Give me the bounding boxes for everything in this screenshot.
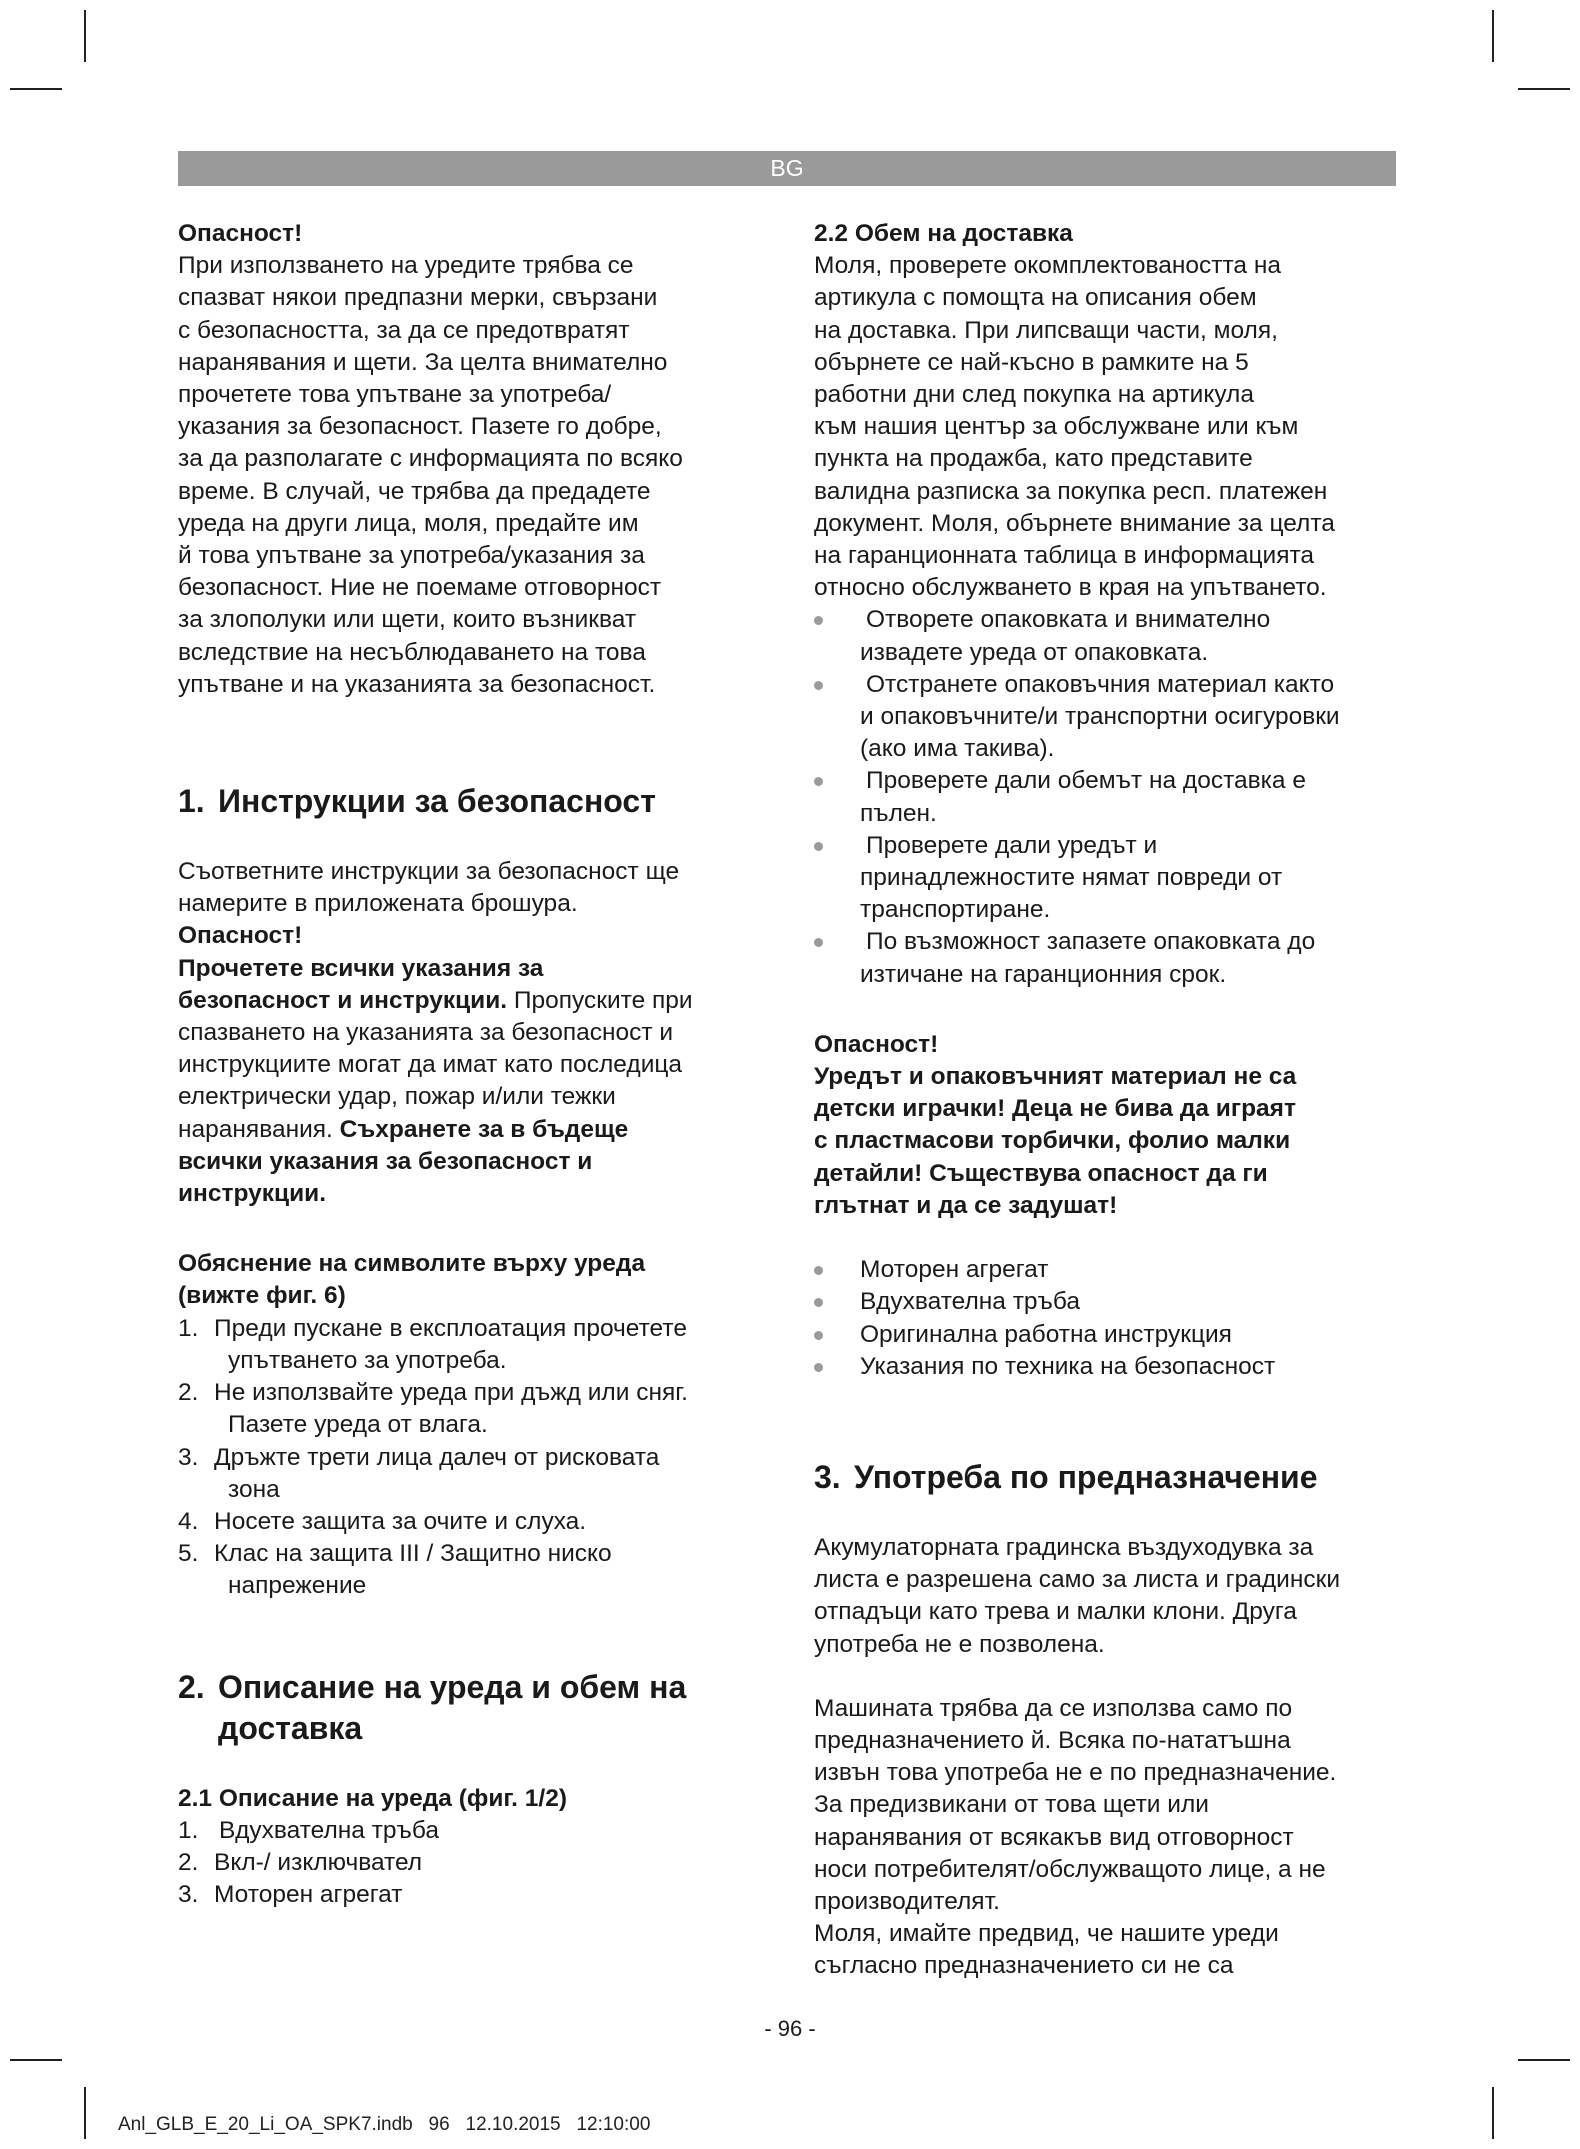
text-line: детайли! Съществува опасност да ги — [814, 1159, 1268, 1187]
item-number: 3. — [178, 1881, 199, 1909]
heading-line: доставка — [218, 1709, 363, 1746]
text-line: с пластмасови торбички, фолио малки — [814, 1127, 1291, 1155]
item-number: 1. — [178, 1816, 199, 1844]
unpacking-steps-list — [814, 604, 1394, 990]
list-item — [814, 830, 1394, 927]
text-line: За предизвикани от това щети или — [814, 1791, 1209, 1819]
crop-mark — [84, 10, 86, 62]
list-item — [814, 926, 1394, 990]
bold-text: Съхранете за в бъдеще — [339, 1115, 629, 1143]
text-line: упътването за употреба. — [228, 1346, 507, 1374]
text-line: изтичане на гаранционния срок. — [860, 960, 1227, 988]
text-line: наранявания и щети. За целта внимателно — [178, 348, 668, 376]
text-line: Дръжте трети лица далеч от рисковата — [214, 1443, 660, 1471]
text-line: инструкции. — [178, 1180, 327, 1208]
danger-title: Опасност! — [814, 1030, 939, 1058]
crop-mark — [1492, 10, 1494, 62]
section-title: Инструкции за безопасност — [218, 783, 656, 820]
list-item — [814, 604, 1394, 668]
text-line: пълен. — [860, 799, 937, 827]
text-line: Уредът и опаковъчният материал не са — [814, 1063, 1297, 1091]
item-number: 1. — [178, 1314, 199, 1342]
bold-text: безопасност и инструкции. — [178, 986, 508, 1014]
crop-mark — [1492, 2087, 1494, 2139]
text-line: Машината трябва да се използва само по — [814, 1694, 1293, 1722]
text-line: глътнат и да се задушат! — [814, 1191, 1118, 1219]
text-line: напрежение — [228, 1572, 367, 1600]
crop-mark — [10, 2059, 62, 2061]
text-line: Носете защита за очите и слуха. — [214, 1507, 587, 1535]
list-item — [814, 669, 1394, 766]
text-line: относно обслужването в края на упътването. — [814, 574, 1327, 602]
plain-text: наранявания. — [178, 1115, 340, 1143]
print-file-info: Anl_GLB_E_20_Li_OA_SPK7.indb 96 12.10.2015 12:10:00 — [118, 2114, 651, 2135]
list-item — [178, 1442, 758, 1506]
text-line: валидна разписка за покупка респ. платежен — [814, 477, 1328, 505]
list-item — [178, 1506, 758, 1538]
text-line: указания за безопасност. Пазете го добре, — [178, 413, 662, 441]
page-number: - 96 - — [764, 2016, 816, 2041]
text-line: детски играчки! Деца не бива да играят — [814, 1095, 1296, 1123]
section-title: Описание на уреда и обем на — [218, 1668, 687, 1705]
section-2-heading — [178, 1667, 758, 1749]
text-line: спазването на указанията за безопасност и — [178, 1019, 674, 1047]
item-text: Моторен агрегат — [214, 1881, 403, 1909]
bullet-icon — [814, 681, 823, 690]
left-column — [178, 218, 758, 1911]
text-line: на гаранционната таблица в информацията — [814, 542, 1315, 570]
danger-title: Опасност! — [178, 922, 303, 950]
danger-title: Опасност! — [178, 220, 303, 247]
list-item — [814, 1286, 1394, 1318]
list-item — [178, 1538, 758, 1602]
text-line: на доставка. При липсващи части, моля, — [814, 316, 1278, 344]
crop-mark — [10, 88, 62, 90]
text-line: извадете уреда от опаковката. — [860, 638, 1209, 666]
text-line: всички указания за безопасност и — [178, 1147, 593, 1175]
text-line: документ. Моля, обърнете внимание за целта — [814, 509, 1335, 537]
list-item — [178, 1879, 758, 1911]
list-item — [814, 765, 1394, 829]
text-line — [178, 985, 758, 1017]
delivery-contents-list — [814, 1254, 1394, 1383]
section-1-heading — [178, 781, 758, 822]
text-line: Моля, проверете окомплектоваността на — [814, 252, 1282, 280]
text-line: за да разполагате с информацията по всяко — [178, 445, 683, 473]
list-item — [178, 1377, 758, 1441]
text-line: Преди пускане в експлоатация прочетете — [214, 1314, 687, 1342]
text-line: При използването на уредите трябва се — [178, 252, 634, 280]
item-text: Оригинална работна инструкция — [860, 1320, 1232, 1348]
crop-mark — [84, 2087, 86, 2139]
text-line: прочетете това упътване за употреба/ — [178, 381, 612, 409]
symbols-list — [178, 1313, 758, 1603]
item-text: Вкл-/ изключвател — [214, 1848, 423, 1876]
bullet-icon — [814, 938, 823, 947]
plain-text: Пропуските при — [507, 986, 693, 1014]
text-line: Моля, имайте предвид, че нашите уреди — [814, 1920, 1279, 1948]
language-code: BG — [770, 155, 804, 181]
crop-mark — [1518, 2059, 1570, 2061]
section-number: 1. — [178, 783, 205, 820]
text-line: предназначението й. Всяка по-нататъшна — [814, 1726, 1291, 1754]
item-text: Вдухвателна тръба — [860, 1288, 1080, 1316]
text-line: отпадъци като трева и малки клони. Друга — [814, 1598, 1297, 1626]
language-header-bar — [178, 151, 1396, 186]
text-line: наранявания от всякакъв вид отговорност — [814, 1823, 1294, 1851]
text-line: упътване и на указанията за безопасност. — [178, 670, 656, 698]
text-line: Прочетете всички указания за — [178, 954, 544, 982]
text-line: носи потребителят/обслужващото лице, а не — [814, 1855, 1326, 1883]
text-line: Отстранете опаковъчния материал както — [866, 670, 1335, 698]
text-line: производителят. — [814, 1887, 1000, 1915]
symbols-title: Обяснение на символите върху уреда — [178, 1250, 646, 1278]
text-line: й това упътване за употреба/указания за — [178, 542, 645, 570]
text-line: за злополуки или щети, които възникват — [178, 606, 637, 634]
text-line: (ако има такива). — [860, 735, 1055, 763]
bullet-icon — [814, 842, 823, 851]
text-line: пункта на продажба, като представите — [814, 445, 1253, 473]
bullet-icon — [814, 1298, 823, 1307]
section-title: Употреба по предназначение — [854, 1458, 1318, 1495]
item-number: 5. — [178, 1540, 199, 1568]
list-item — [178, 1815, 758, 1847]
text-line: листа е разрешена само за листа и градински — [814, 1566, 1341, 1594]
item-number: 4. — [178, 1507, 199, 1535]
item-number: 2. — [178, 1848, 199, 1876]
list-item — [178, 1847, 758, 1879]
section-3-heading — [814, 1457, 1394, 1498]
bullet-icon — [814, 616, 823, 625]
section-number: 3. — [814, 1458, 841, 1495]
bullet-icon — [814, 1363, 823, 1372]
list-item — [814, 1351, 1394, 1383]
symbols-title: (вижте фиг. 6) — [178, 1282, 346, 1310]
text-line: Клас на защита III / Защитно ниско — [214, 1540, 612, 1568]
text-line: Не използвайте уреда при дъжд или сняг. — [214, 1379, 688, 1407]
text-line: и опаковъчните/и транспортни осигуровки — [860, 703, 1340, 731]
list-item — [814, 1254, 1394, 1286]
item-text: Вдухвателна тръба — [219, 1816, 439, 1844]
item-number: 3. — [178, 1443, 199, 1471]
text-line: обърнете се най-късно в рамките на 5 — [814, 348, 1249, 376]
subsection-title: 2.2 Обем на доставка — [814, 220, 1073, 247]
text-line: съгласно предназначението си не са — [814, 1952, 1234, 1980]
text-line: вследствие на несъблюдаването на това — [178, 638, 646, 666]
text-line: Съответните инструкции за безопасност ще — [178, 858, 680, 886]
text-line: работни дни след покупка на артикула — [814, 381, 1254, 409]
text-line — [178, 1114, 758, 1146]
subsection-title: 2.1 Описание на уреда (фиг. 1/2) — [178, 1784, 567, 1812]
text-line: към нашия център за обслужване или към — [814, 413, 1299, 441]
list-item — [178, 1313, 758, 1377]
text-line: транспортиране. — [860, 896, 1051, 924]
text-line: намерите в приложената брошура. — [178, 890, 578, 918]
bullet-icon — [814, 1331, 823, 1340]
text-line: извън това употреба не е по предназначение. — [814, 1759, 1337, 1787]
text-line: безопасност. Ние не поемаме отговорност — [178, 574, 662, 602]
device-parts-list — [178, 1815, 758, 1912]
section-number: 2. — [178, 1668, 205, 1705]
item-number: 2. — [178, 1379, 199, 1407]
item-text: Моторен агрегат — [860, 1256, 1049, 1284]
heading-line — [178, 1667, 758, 1708]
text-line: Проверете дали обемът на доставка е — [866, 767, 1306, 795]
item-text: Указания по техника на безопасност — [860, 1352, 1276, 1380]
bullet-icon — [814, 1266, 823, 1275]
crop-mark — [1518, 88, 1570, 90]
text-line: с безопасността, за да се предотвратят — [178, 316, 630, 344]
text-line: уреда на други лица, моля, предайте им — [178, 509, 639, 537]
text-line: Акумулаторната градинска въздуходувка за — [814, 1533, 1314, 1561]
text-line: По възможност запазете опаковката до — [866, 928, 1316, 956]
right-column — [814, 218, 1394, 1983]
text-line: артикула с помощта на описания обем — [814, 284, 1257, 312]
text-line: принадлежностите нямат повреди от — [860, 864, 1283, 892]
text-line: Отворете опаковката и внимателно — [866, 606, 1271, 634]
text-line: Проверете дали уредът и — [866, 831, 1158, 859]
bullet-icon — [814, 777, 823, 786]
text-line: време. В случай, че трябва да предадете — [178, 477, 651, 505]
text-line: употреба не е позволена. — [814, 1630, 1105, 1658]
text-line: инструкциите могат да имат като последица — [178, 1051, 683, 1079]
text-line: зона — [228, 1475, 280, 1503]
list-item — [814, 1319, 1394, 1351]
text-line: спазват някои предпазни мерки, свързани — [178, 284, 658, 312]
text-line: електрически удар, пожар и/или тежки — [178, 1083, 616, 1111]
text-line: Пазете уреда от влага. — [228, 1411, 488, 1439]
